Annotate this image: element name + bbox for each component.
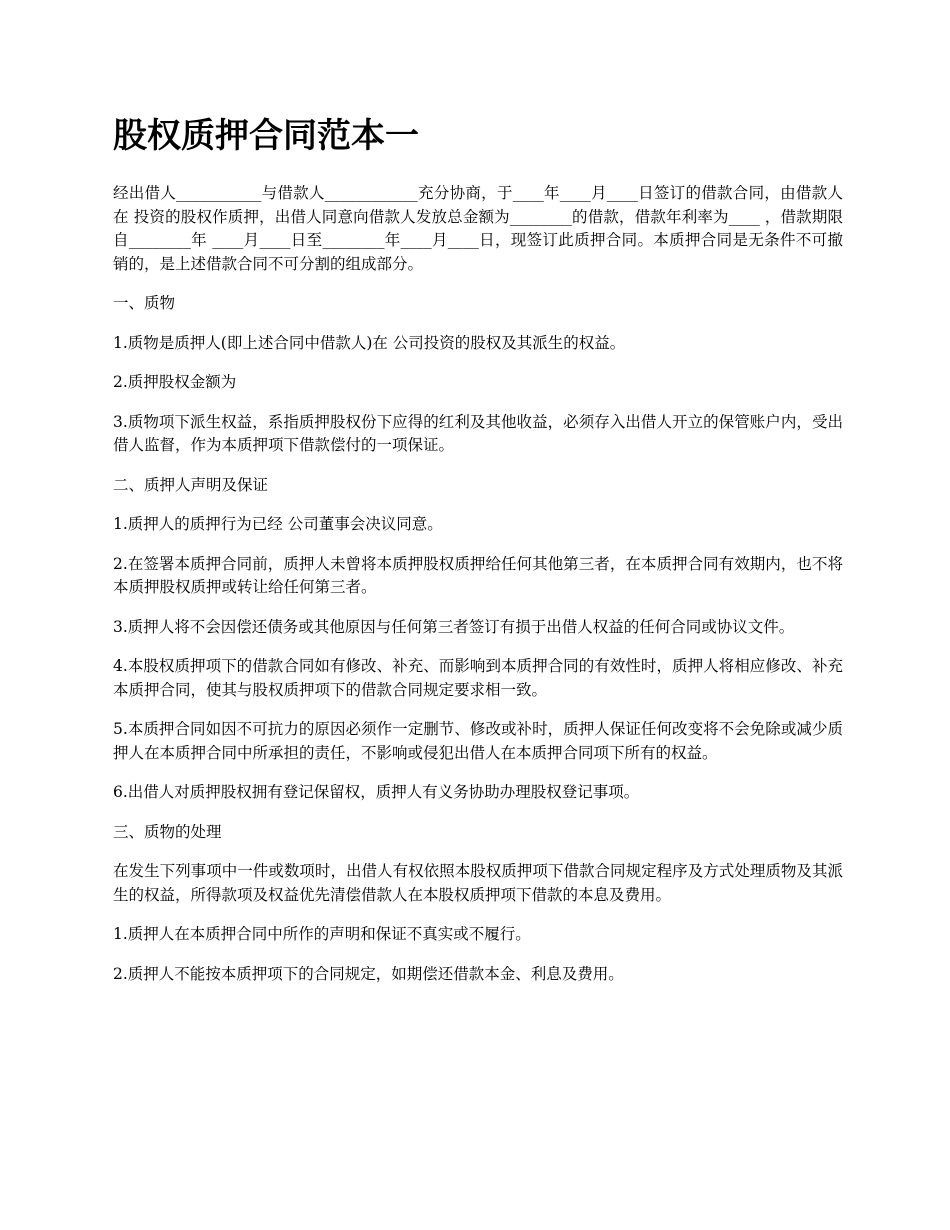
section-heading-declarations: 二、质押人声明及保证 xyxy=(113,475,269,494)
clause-paragraph: 3.质物项下派生权益，系指质押股权份下应得的红利及其他收益，必须存入出借人开立的保管账户内，受出借人监督，作为本质押项下借款偿付的一项保证。 xyxy=(113,412,843,454)
clause-paragraph: 1.质押人在本质押合同中所作的声明和保证不真实或不履行。 xyxy=(113,925,531,943)
clause-paragraph: 2.质押人不能按本质押项下的合同规定，如期偿还借款本金、利息及费用。 xyxy=(113,964,624,983)
clause-paragraph: 2.质押股权金额为 xyxy=(113,373,237,391)
clause-paragraph: 在发生下列事项中一件或数项时，出借人有权依照本股权质押项下借款合同规定程序及方式处理质物及其派生的权益，所得款项及权益优先清偿借款人在本股权质押项下借款的本息及费用。 xyxy=(113,862,843,904)
document-title: 股权质押合同范本一 xyxy=(113,116,419,156)
preamble-paragraph: 经出借人___________与借款人____________充分协商，于____年____月____日签订的借款合同，由借款人在 投资的股权作质押，出借人同意向借款人发放总金额为________的借款，借款年利率为____ ，借款期限自________年 ____月____日至________年____月____日，现签订此质押合同。本质押合同是无条件不可撤销的，是上述借款合同不可分割的组成部分。 xyxy=(113,184,843,273)
clause-paragraph: 1.质押人的质押行为已经 公司董事会决议同意。 xyxy=(113,515,443,533)
section-heading-collateral: 一、质物 xyxy=(113,294,176,312)
clause-paragraph: 1.质物是质押人(即上述合同中借款人)在 公司投资的股权及其派生的权益。 xyxy=(113,333,626,352)
clause-paragraph: 6.出借人对质押股权拥有登记保留权，质押人有义务协助办理股权登记事项。 xyxy=(113,783,640,801)
clause-paragraph: 5.本质押合同如因不可抗力的原因必须作一定删节、修改或补时，质押人保证任何改变将不会免除或减少质押人在本质押合同中所承担的责任，不影响或侵犯出借人在本质押合同项下所有的权益。 xyxy=(113,720,843,762)
document-page xyxy=(113,112,843,1002)
section-heading-disposal: 三、质物的处理 xyxy=(113,822,222,841)
clause-paragraph: 3.质押人将不会因偿还债务或其他原因与任何第三者签订有损于出借人权益的任何合同或协议文件。 xyxy=(113,617,795,636)
clause-paragraph: 2.在签署本质押合同前，质押人未曾将本质押股权质押给任何其他第三者，在本质押合同有效期内，也不将本质押股权质押或转让给任何第三者。 xyxy=(113,554,843,596)
clause-paragraph: 4.本股权质押项下的借款合同如有修改、补充、而影响到本质押合同的有效性时，质押人将相应修改、补充本质押合同，使其与股权质押项下的借款合同规定要求相一致。 xyxy=(113,657,843,699)
